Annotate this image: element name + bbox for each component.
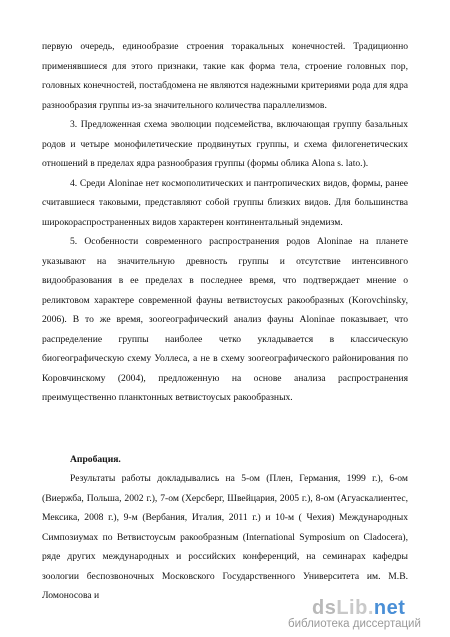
- paragraph-point-4: 4. Среди Aloninae нет космополитических и пантропических видов, формы, ранее считавшиеся таковыми, представляют собой группы близких видов. Для большинства широкораспространенных видов характерен континентальный эндемизм.: [42, 177, 408, 228]
- section-heading-approbation: Апробация.: [70, 453, 121, 465]
- paragraph-point-3: 3. Предложенная схема эволюции подсемейства, включающая группу базальных родов и четыре монофилетические продвинутых группы, и схема филогенетических отношений в пределах ядра разнообразия группы (формы облика Alona s. lato.).: [42, 119, 408, 169]
- watermark-subtitle: библиотека диссертаций: [288, 618, 421, 630]
- watermark-logo-lib: Lib: [336, 597, 368, 619]
- paragraph-approbation: Результаты работы докладывались на 5-ом (Плен, Германия, 1999 г.), 6-ом (Виержба, Польша, 2002 г.), 7-ом (Херсберг, Швейцария, 2005 г.), 8-ом (Агуаскалиентес, Мексика, 2008 г.), 9-м (Вербания, Италия, 2011 г.) и 10-м ( Чехия) Международных Симпозиумах по Ветвистоусым ракообразным (International Symposium on Cladocera), ряде других международных и российских конференций, на семинарах кафедры зоологии беспозвоночных Московского Государственного Университета им. М.В. Ломоносова и: [42, 473, 408, 601]
- watermark-logo-ds: ds: [312, 597, 337, 619]
- watermark-dslib: [288, 597, 438, 631]
- paragraph-point-5: 5. Особенности современного распространения родов Aloninae на планете указывают на значительную древность группы и отсутствие интенсивного видообразования в ее пределах в последнее время, что подтверждает мнение о реликтовом характере современной фауны ветвистоусых ракообразных (Korovchinsky, 2006). В то же время, зоогеографический анализ фауны Aloninae показывает, что распределение группы наиболее четко укладывается в классическую биогеографическую схему Уоллеса, а не в схему зоогеографического районирования по Коровчинскому (2004), предложенную на основе анализа распространения преимущественно планктонных ветвистоусых ракообразных.: [42, 236, 408, 403]
- paragraph-continuation: первую очередь, единообразие строения торакальных конечностей. Традиционно применявшиеся для этого признаки, такие как форма тела, строение головных пор, головных конечностей, постабдомена не являются надежными критериями рода для ядра разнообразия группы из-за значительного количества параллелизмов.: [42, 41, 408, 111]
- watermark-logo-net: net: [373, 597, 406, 619]
- watermark-logo-dot: .: [367, 597, 374, 619]
- watermark-logo: [312, 597, 405, 620]
